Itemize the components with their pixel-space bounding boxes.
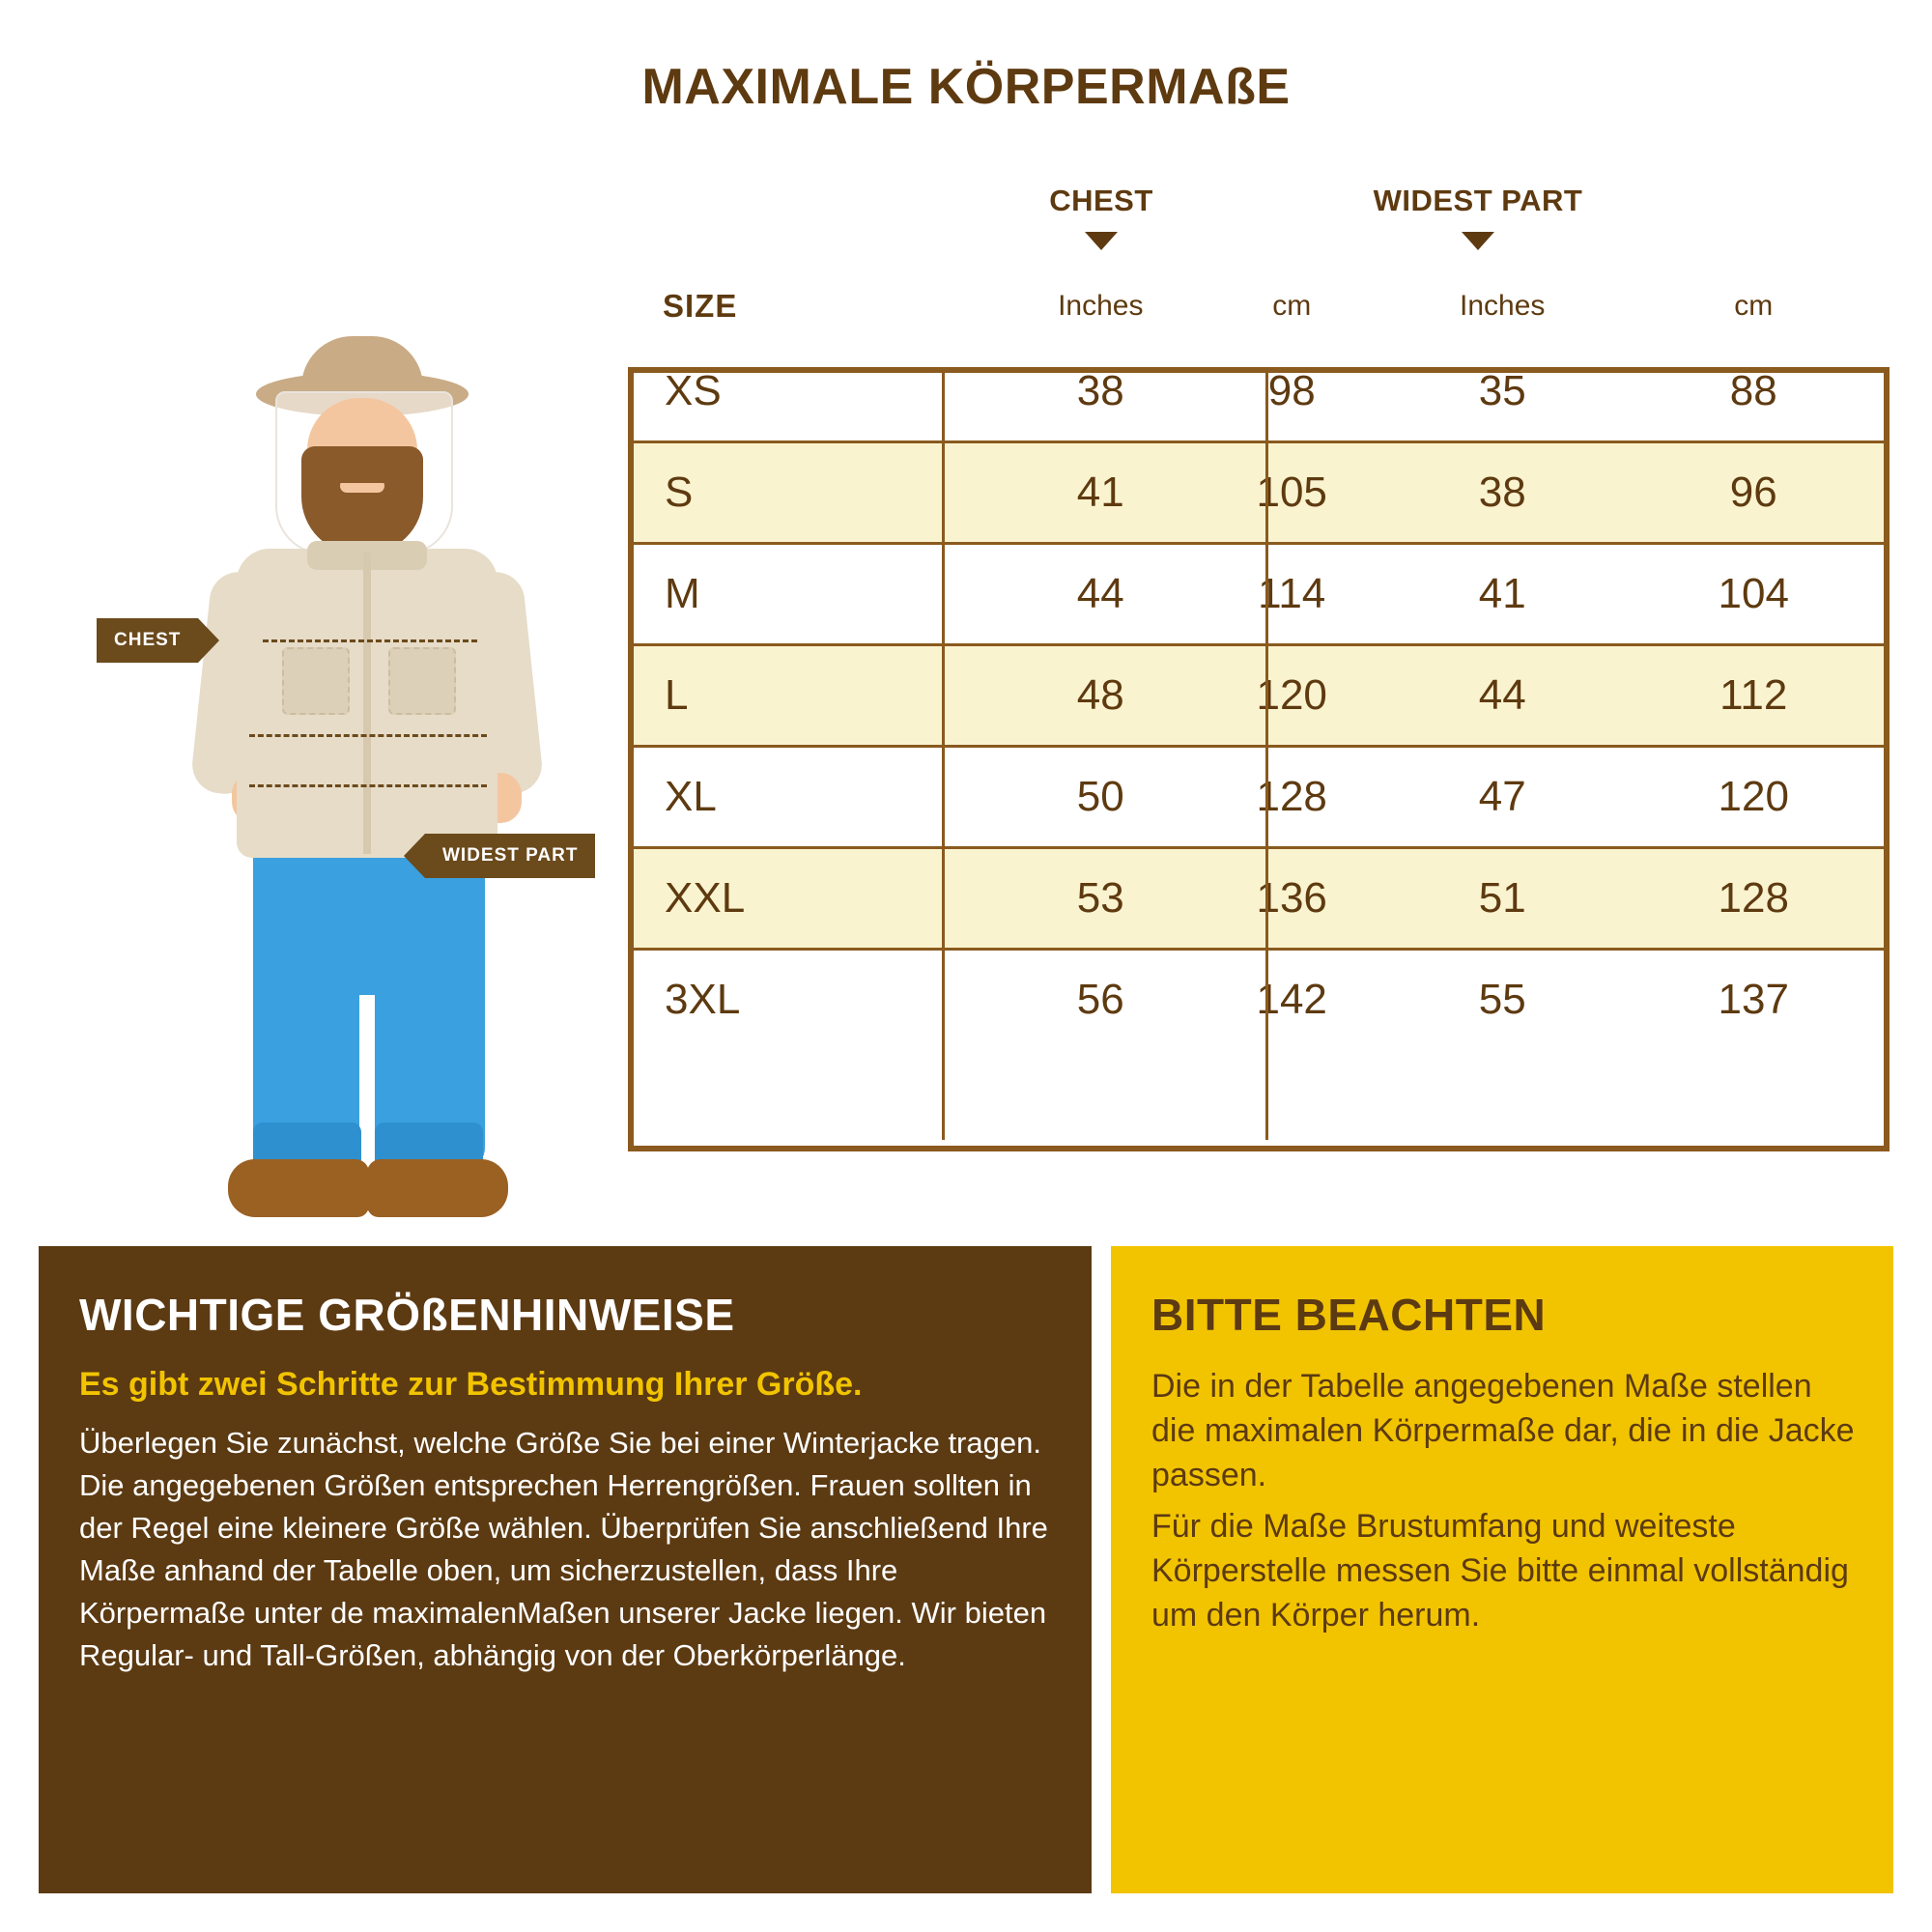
column-header-widest-cm: cm	[1734, 290, 1774, 322]
cell-widest-inches: 47	[1381, 747, 1624, 848]
column-header-widest-inches: Inches	[1460, 290, 1546, 322]
table-row	[628, 848, 1884, 950]
cell-widest-inches: 38	[1381, 442, 1624, 544]
cell-size: XL	[628, 747, 999, 848]
chest-measure-line	[263, 639, 477, 642]
table-row	[628, 544, 1884, 645]
chest-callout-label: CHEST	[97, 618, 198, 663]
table-divider-size-chest	[942, 367, 945, 1140]
chevron-down-icon	[1462, 232, 1494, 250]
cell-chest-inches: 41	[999, 442, 1202, 544]
cell-chest-cm: 142	[1256, 976, 1327, 1023]
sizing-notes-heading: WICHTIGE GRÖßENHINWEISE	[79, 1290, 735, 1340]
group-header-chest-label: CHEST	[1049, 184, 1153, 217]
sizing-notes-panel	[39, 1246, 1092, 1893]
cell-widest-inches: 44	[1381, 645, 1624, 747]
beekeeper-illustration	[39, 193, 628, 1208]
chevron-down-icon	[1085, 232, 1118, 250]
cell-chest-inches: 56	[1076, 976, 1124, 1023]
cell-size: L	[628, 645, 999, 747]
table-row	[628, 747, 1884, 848]
please-note-body-1: Die in der Tabelle angegebenen Maße stellen die maximalen Körpermaße dar, die in die Jacke passen.	[1151, 1368, 1855, 1494]
cell-chest-cm: 105	[1202, 442, 1381, 544]
cell-chest-cm: 136	[1202, 848, 1381, 950]
group-header-chest	[942, 184, 1261, 250]
cell-widest-cm: 96	[1624, 442, 1885, 544]
cell-widest-cm: 112	[1624, 645, 1885, 747]
cell-chest-cm: 98	[1202, 342, 1381, 442]
cell-widest-cm: 120	[1624, 747, 1885, 848]
size-table	[628, 276, 1884, 1049]
table-header-row	[628, 276, 1884, 342]
cell-chest-inches: 38	[999, 342, 1202, 442]
cell-size: XS	[628, 342, 999, 442]
widest-measure-line-top	[249, 734, 487, 737]
table-group-headers	[628, 184, 1884, 280]
left-shoe-shape	[228, 1159, 369, 1217]
trouser-gap	[359, 995, 375, 1175]
mustache-shape	[328, 462, 396, 483]
group-header-widest-label: WIDEST PART	[1373, 184, 1583, 217]
sizing-notes-body: Überlegen Sie zunächst, welche Größe Sie bei einer Winterjacke tragen. Die angegebenen Größen entsprechen Herrengrößen. Frauen sollten in der Regel eine kleinere Größe wählen. Überprüfen Sie anschließend Ihre Maße anhand der Tabelle oben, um sicherzustellen, dass Ihre Körpermaße unter de maximalenMaßen unserer Jacke liegen. Wir bieten Regular- und Tall-Größen, abhängig von der Oberkörperlänge.	[79, 1425, 1048, 1672]
table-row	[628, 950, 1884, 1050]
cell-widest-inches: 51	[1381, 848, 1624, 950]
widest-part-callout-label: WIDEST PART	[425, 834, 595, 878]
please-note-heading: BITTE BEACHTEN	[1151, 1290, 1547, 1340]
cell-widest-cm: 137	[1718, 976, 1789, 1023]
please-note-body-2: Für die Maße Brustumfang und weiteste Körperstelle messen Sie bitte einmal vollständig um den Körper herum.	[1151, 1507, 1849, 1634]
cell-size: M	[628, 544, 999, 645]
cell-widest-inches: 35	[1381, 342, 1624, 442]
jacket-zipper-shape	[363, 553, 371, 854]
page-title: MAXIMALE KÖRPERMAßE	[641, 59, 1291, 115]
cell-widest-inches: 41	[1381, 544, 1624, 645]
cell-chest-cm: 114	[1202, 544, 1381, 645]
cell-widest-cm: 128	[1624, 848, 1885, 950]
cell-chest-inches: 44	[999, 544, 1202, 645]
group-header-widest-part	[1265, 184, 1690, 250]
sizing-notes-lead: Es gibt zwei Schritte zur Bestimmung Ihrer Größe.	[79, 1366, 863, 1403]
column-header-size: SIZE	[663, 288, 738, 324]
table-row	[628, 645, 1884, 747]
table-row	[628, 442, 1884, 544]
column-header-chest-cm: cm	[1272, 290, 1312, 322]
cell-widest-cm: 88	[1624, 342, 1885, 442]
table-row	[628, 342, 1884, 442]
table-divider-chest-widest	[1265, 367, 1268, 1140]
please-note-panel	[1111, 1246, 1893, 1893]
widest-measure-line-bottom	[249, 784, 487, 787]
cell-chest-cm: 128	[1202, 747, 1381, 848]
cell-chest-inches: 53	[999, 848, 1202, 950]
cell-chest-inches: 50	[999, 747, 1202, 848]
left-pocket-shape	[282, 647, 350, 715]
cell-size: XXL	[628, 848, 999, 950]
cell-size: 3XL	[665, 976, 741, 1023]
cell-widest-cm: 104	[1624, 544, 1885, 645]
right-pocket-shape	[388, 647, 456, 715]
cell-widest-inches: 55	[1478, 976, 1526, 1023]
cell-chest-inches: 48	[999, 645, 1202, 747]
right-shoe-shape	[367, 1159, 508, 1217]
cell-chest-cm: 120	[1202, 645, 1381, 747]
column-header-chest-inches: Inches	[1058, 290, 1144, 322]
cell-size: S	[628, 442, 999, 544]
